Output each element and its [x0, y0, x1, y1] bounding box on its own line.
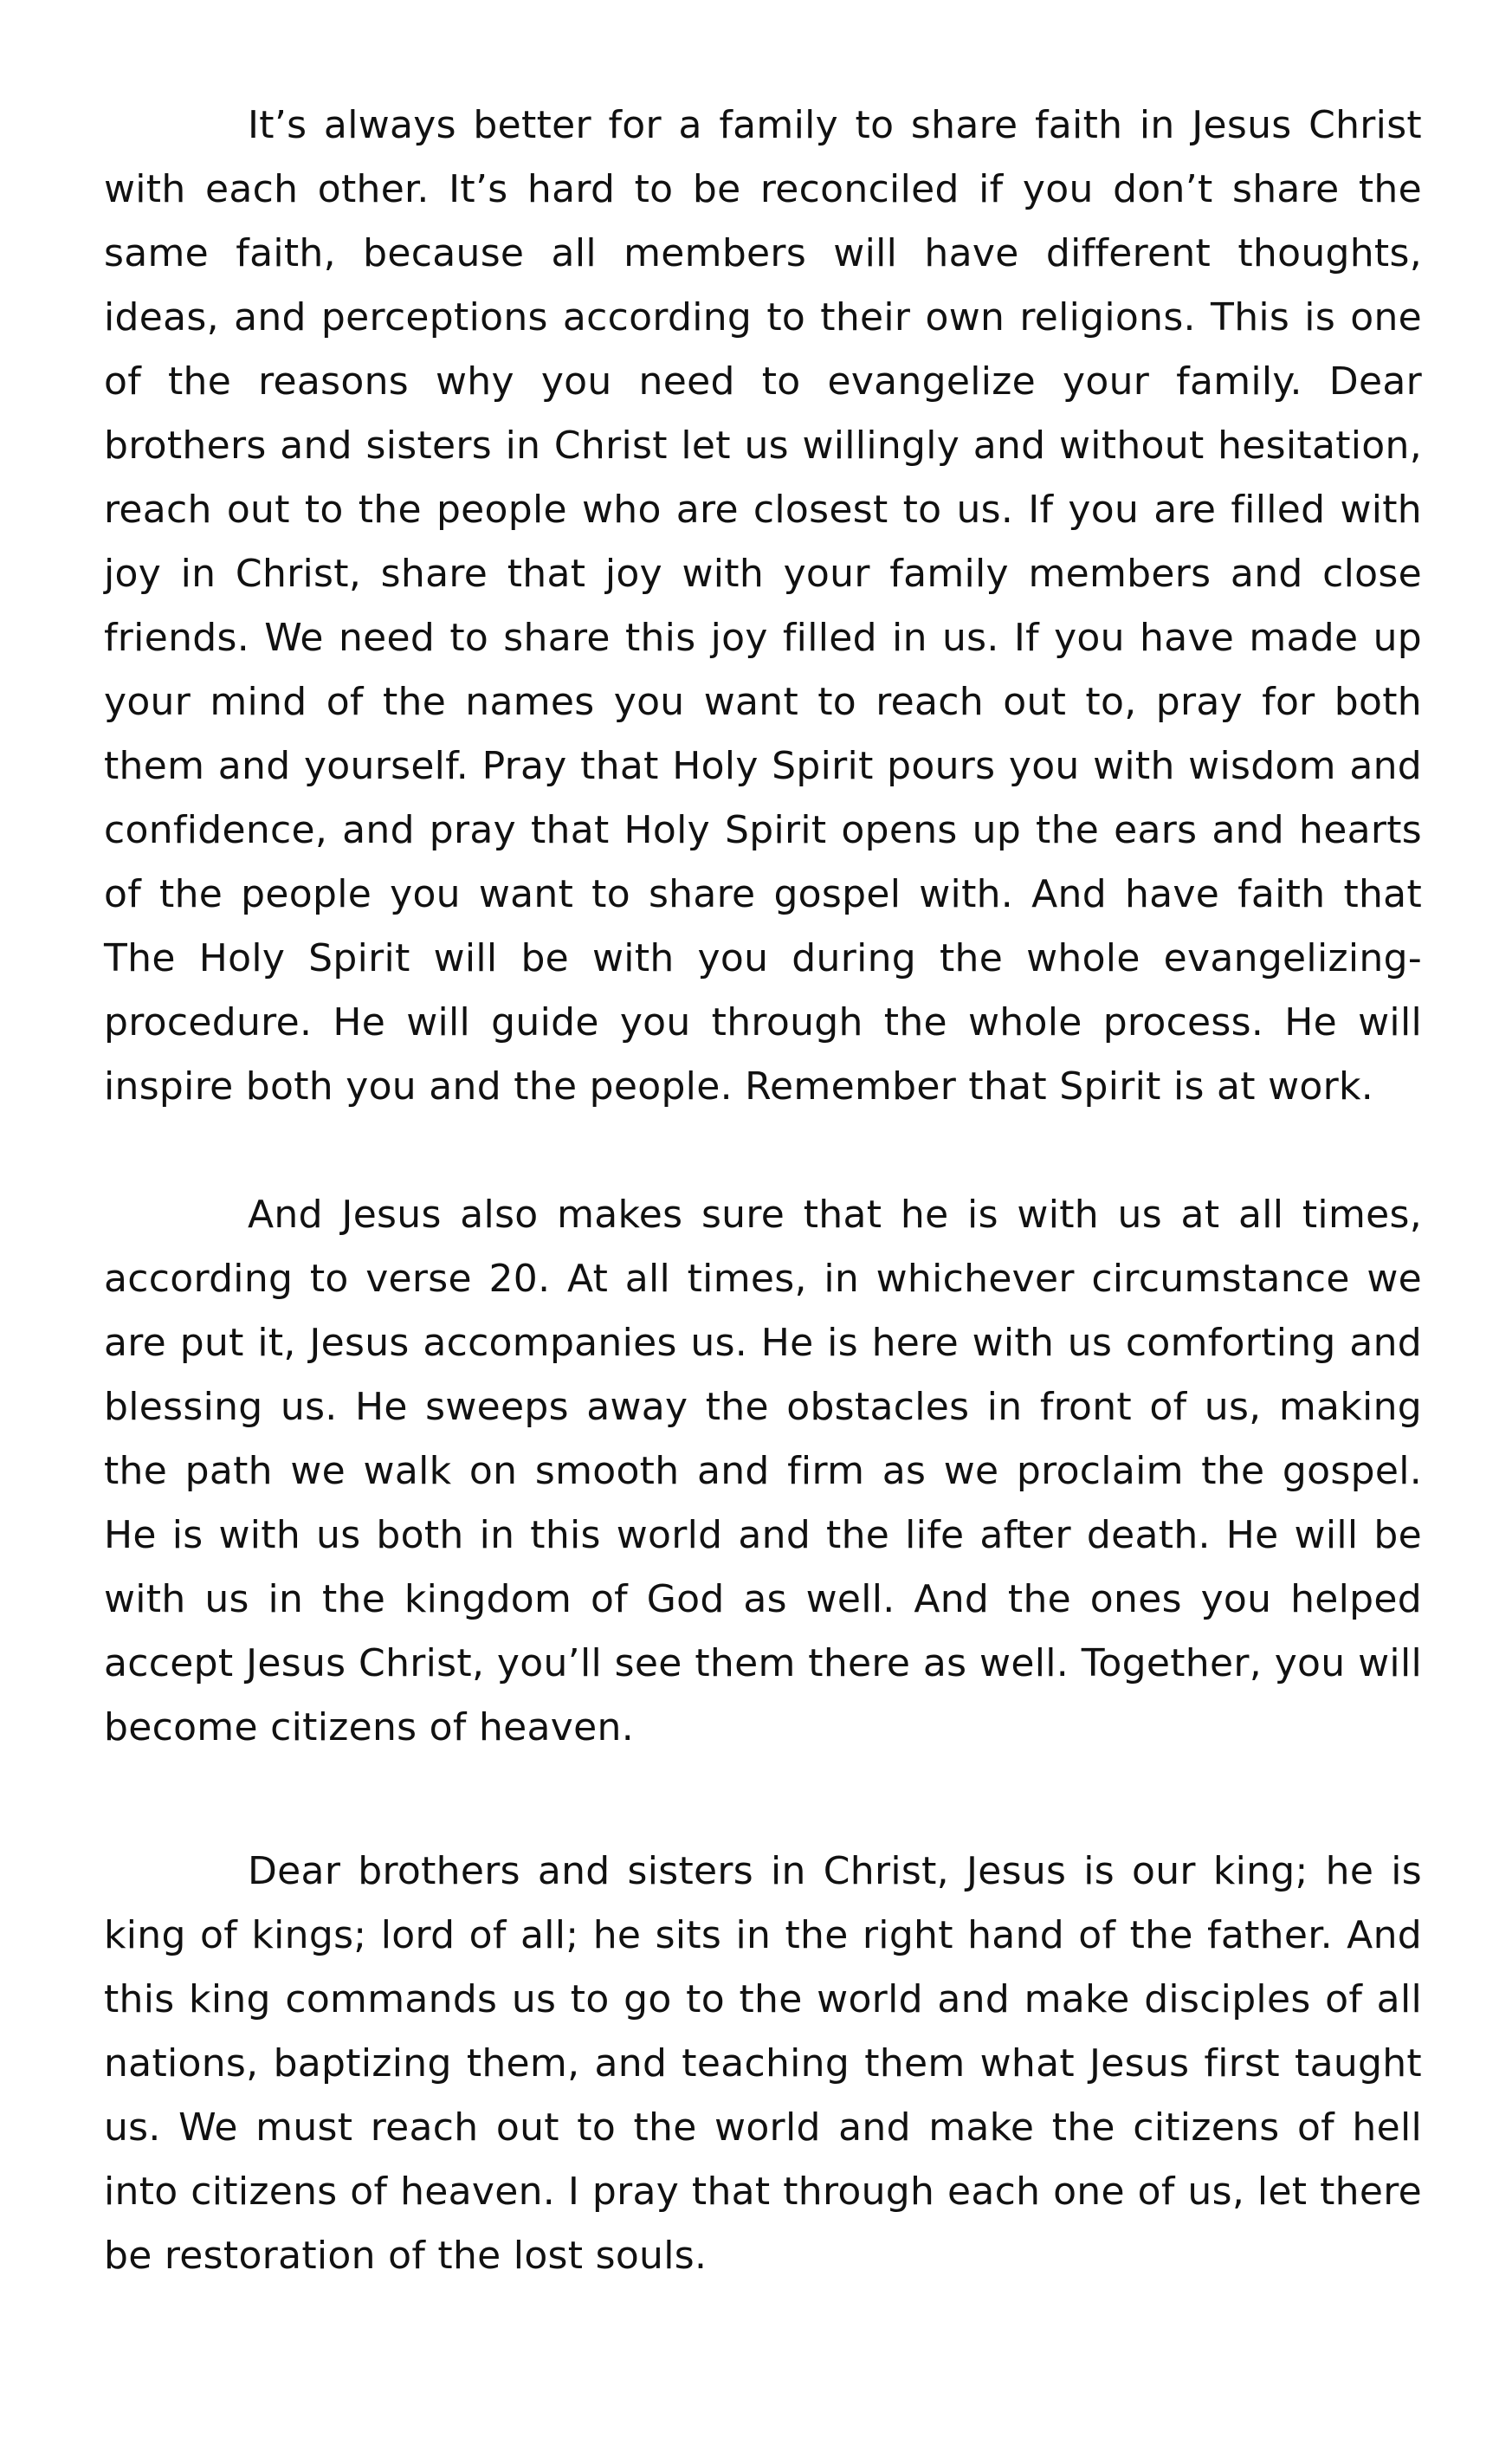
- paragraph-jesus-with-us: And Jesus also makes sure that he is with us at all times, according to verse 20. At all times, in whichever circumstance we are put it, Jesus accompanies us. He is here with us comforting and blessing us. He sweeps away the obstacles in front of us, making the path we walk on smooth and firm as we proclaim the gospel. He is with us both in this world and the life after death. He will be with us in the kingdom of God as well. And the ones you helped accept Jesus Christ, you’ll see them there as well. Together, you will become citizens of heaven.: [104, 1193, 1422, 1749]
- document-body: [104, 94, 1422, 2288]
- paragraph-great-commission: Dear brothers and sisters in Christ, Jesus is our king; he is king of kings; lord of all; he sits in the right hand of the father. And this king commands us to go to the world and make disciples of all nations, baptizing them, and teaching them what Jesus first taught us. We must reach out to the world and make the citizens of hell into citizens of heaven. I pray that through each one of us, let there be restoration of the lost souls.: [104, 1849, 1422, 2278]
- paragraph-evangelize-family: It’s always better for a family to share faith in Jesus Christ with each other. It’s hard to be reconciled if you don’t share the same faith, because all members will have different thoughts, ideas, and perceptions according to their own religions. This is one of the reasons why you need to evangelize your family. Dear brothers and sisters in Christ let us willingly and without hesitation, reach out to the people who are closest to us. If you are filled with joy in Christ, share that joy with your family members and close friends. We need to share this joy filled in us. If you have made up your mind of the names you want to reach out to, pray for both them and yourself. Pray that Holy Spirit pours you with wisdom and confidence, and pray that Holy Spirit opens up the ears and hearts of the people you want to share gospel with. And have faith that The Holy Spirit will be with you during the whole evangelizing-procedure. He will guide you through the whole process. He will inspire both you and the people. Remember that Spirit is at work.: [104, 103, 1422, 1109]
